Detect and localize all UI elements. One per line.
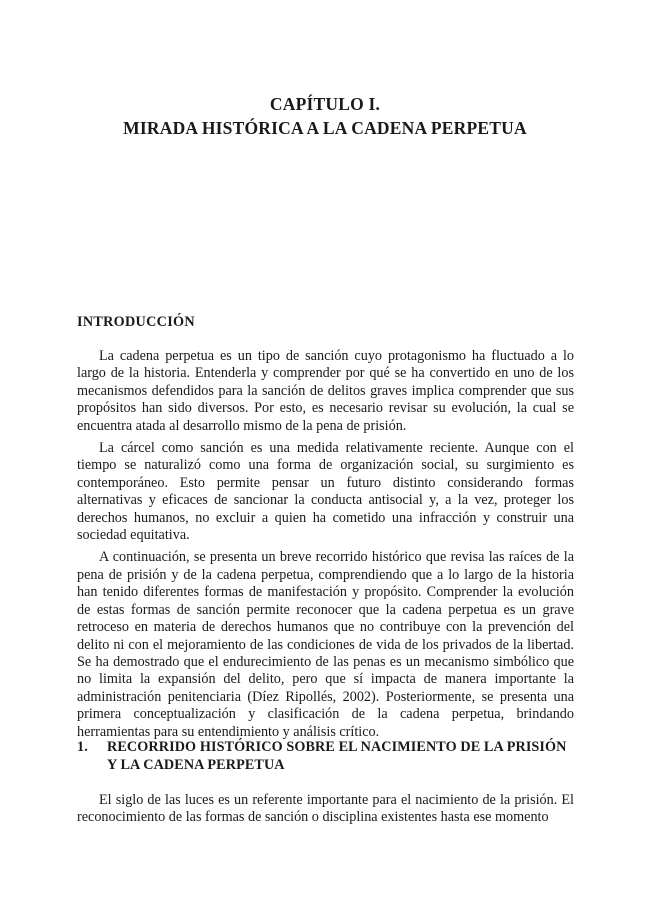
section-title: RECORRIDO HISTÓRICO SOBRE EL NACIMIENTO DE LA PRISIÓN Y LA CADENA PERPETUA [107,739,567,773]
paragraph: La cárcel como sanción es una medida relativamente reciente. Aunque con el tiempo se naturalizó como una forma de organización social, su surgimiento es contemporáneo. Esto permite pensar un futuro distinto considerando formas alternativas y eficaces de sancionar la conducta antisocial y, a la vez, proteger los derechos humanos, no excluir a quien ha cometido una infracción y construir una sociedad equitativa. [77,440,574,544]
introduction-heading: INTRODUCCIÓN [77,314,195,330]
section-1-heading [77,738,574,774]
introduction-body [77,348,574,746]
paragraph: A continuación, se presenta un breve recorrido histórico que revisa las raíces de la pena de prisión y de la cadena perpetua, comprendiendo que a lo largo de la historia han tenido diferentes formas de manifestación y propósito. Comprender la evolución de estas formas de sanción permite reconocer que la cadena perpetua es un grave retroceso en materia de derechos humanos que no contribuye con la prevención del delito ni con el mejoramiento de las condiciones de vida de los privados de la libertad. Se ha demostrado que el endurecimiento de las penas es un mecanismo simbólico que no limita la expansión del delito, pero que sí impacta de manera importante la administración penitenciaria (Díez Ripollés, 2002). Posteriormente, se presenta una primera conceptualización y clasificación de la cadena perpetua, brindando herramientas para su entendimiento y análisis crítico. [77,549,574,740]
paragraph: La cadena perpetua es un tipo de sanción cuyo protagonismo ha fluctuado a lo largo de la historia. Entenderla y comprender por qué se ha convertido en uno de los mecanismos defendidos para la sanción de delitos graves implica comprender que sus propósitos han sido diversos. Por esto, es necesario revisar su evolución, la cual se encuentra atada al desarrollo mismo de la pena de prisión. [77,348,574,434]
section-number: 1. [77,739,88,755]
paragraph: El siglo de las luces es un referente importante para el nacimiento de la prisión. El reconocimiento de las formas de sanción o disciplina existentes hasta ese momento [77,792,574,826]
section-1-body [77,792,574,827]
chapter-name: MIRADA HISTÓRICA A LA CADENA PERPETUA [123,118,527,138]
chapter-title [60,92,590,140]
chapter-number: CAPÍTULO I. [269,94,381,114]
